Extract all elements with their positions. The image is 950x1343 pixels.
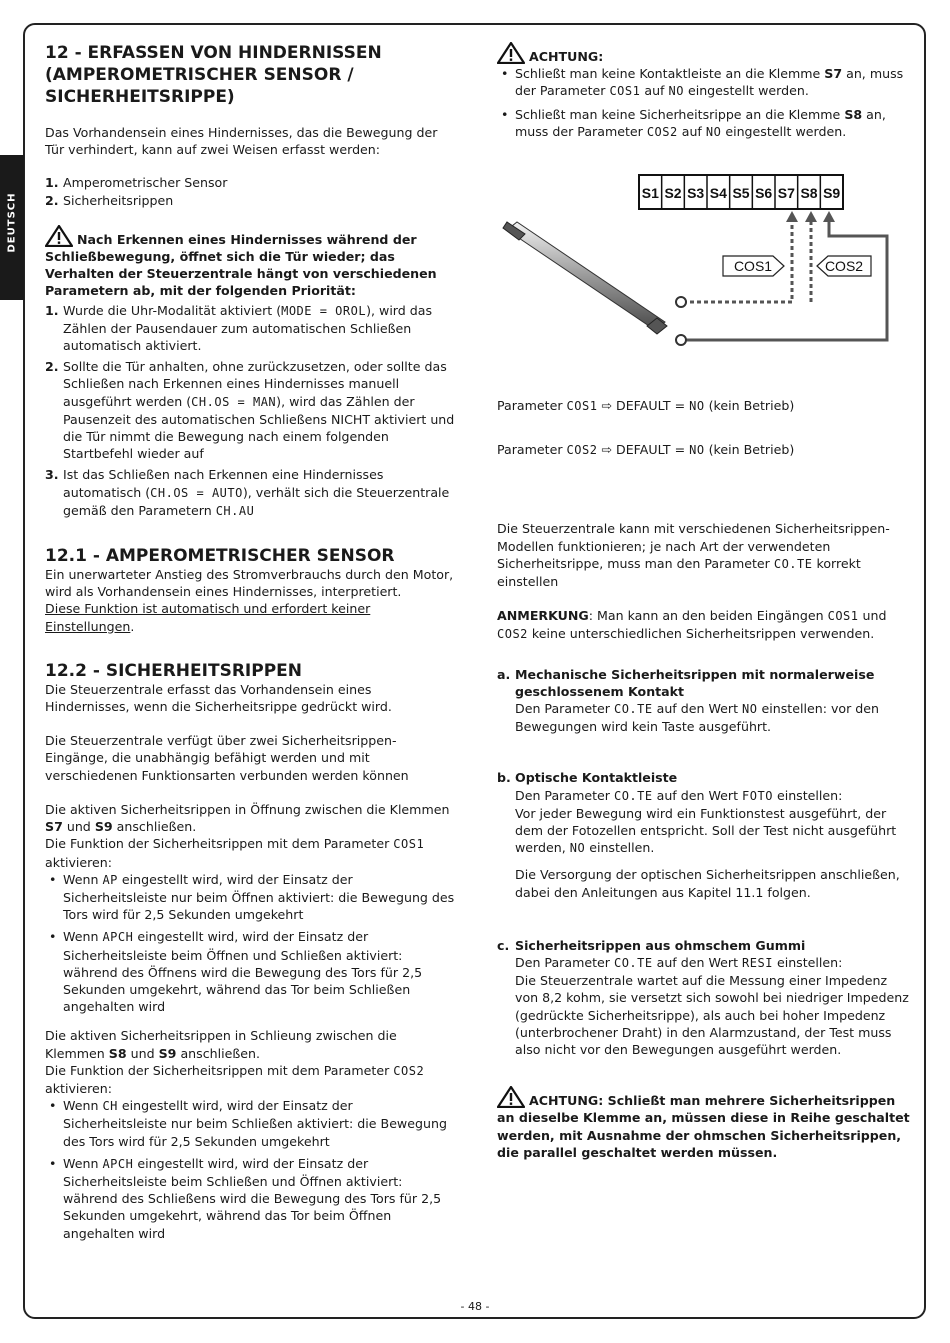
- section-12-2-title: 12.2 - SICHERHEITSRIPPEN: [45, 660, 302, 681]
- item-a: a. Mechanische Sicherheitsrippen mit normalerweise geschlossenem Kontakt Den Parameter CO.TE auf den Wert NO einstellen: vor den Bewegungen wird kein Taste ausgeführt.: [497, 666, 880, 735]
- wiring-diagram: [497, 168, 917, 353]
- section-12-2-p1: Die Steuerzentrale erfasst das Vorhandensein eines Hindernisses, wenn die Sicherheitsrippe gedrückt wird.: [45, 681, 392, 715]
- language-tab: [0, 155, 24, 300]
- safety-edge-illustration: [503, 222, 667, 334]
- svg-text:COS2: COS2: [824, 258, 864, 274]
- svg-text:S5: S5: [732, 185, 750, 201]
- list-item: • Schließt man keine Sicherheitsrippe an die Klemme S8 an, muss der Parameter COS2 auf NO eingestellt werden.: [497, 106, 909, 141]
- svg-text:S3: S3: [687, 185, 705, 201]
- cos2-label: [817, 256, 871, 276]
- param-cos2: Parameter COS2 ⇨ DEFAULT = NO (kein Betrieb): [497, 442, 795, 458]
- item-c-title: Sicherheitsrippen aus ohmschem Gummi: [515, 937, 806, 953]
- obstacle-warning: Nach Erkennen eines Hindernisses während der Schließbewegung, öffnet sich die Tür wieder; das Verhalten der Steuerzentrale hängt von verschiedenen Parametern ab, mit der folgenden Priorität:: [45, 225, 457, 300]
- right-column-lower: [497, 397, 912, 1161]
- terminal-s1: [642, 185, 659, 201]
- section-12-2-p2: Die Steuerzentrale verfügt über zwei Sicherheitsrippen-Eingänge, die unabhängig befähigt werden und mit verschiedenen Funktionsarten verbunden werden können: [45, 733, 409, 783]
- connector-terminal: [676, 335, 686, 345]
- list-item: 2. Sollte die Tür anhalten, ohne zurückzusetzen, oder sollte das Schließen nach Erkennen eines Hindernisses manuell ausgeführt werden (CH.OS = MAN), wird das Zählen der Pausenzeit des automatischen Schließens NICHT aktiviert und die Tür nimmt die Bewegung nach einem folgenden Startbefehl wieder auf: [45, 359, 455, 462]
- list-item: • Wenn CH eingestellt wird, wird der Einsatz der Sicherheitsleiste nur beim Schließen aktiviert: die Bewegung des Tors wird für 2,5 Sekunden umgekehrt: [45, 1097, 457, 1150]
- intro-text: Das Vorhandensein eines Hindernisses, das die Bewegung der Tür verhindert, kann auf zwei Weisen erfasst werden:: [45, 125, 438, 158]
- section-12-1-title: 12.1 - AMPEROMETRISCHER SENSOR: [45, 546, 395, 567]
- list-item: 1. Amperometrischer Sensor: [45, 175, 228, 191]
- item-b-supply: Die Versorgung der optischen Sicherheitsrippen anschließen, dabei den Anleitungen aus Kapitel 11.1 folgen.: [515, 867, 900, 900]
- list-item: • Schließt man keine Kontaktleiste an die Klemme S7 an, muss der Parameter COS1 auf NO eingestellt werden.: [497, 65, 909, 100]
- svg-text:S7: S7: [777, 185, 795, 201]
- closing-bullets: [45, 1097, 457, 1242]
- achtung-bullets: [497, 65, 909, 141]
- svg-text:S6: S6: [755, 185, 773, 201]
- achtung-heading: ACHTUNG:: [497, 42, 909, 65]
- right-column: [497, 42, 909, 146]
- list-item: • Wenn APCH eingestellt wird, wird der Einsatz der Sicherheitsleiste beim Öffnen und Schließen aktiviert: während des Öffnens wird die Bewegung des Tors für 2,5 Sekunden umgekehrt, während das Tor beim Schließen angehalten wird: [45, 928, 457, 1015]
- cos1-label: [723, 256, 784, 276]
- closing-edge-text: Die aktiven Sicherheitsrippen in Schlieung zwischen die Klemmen S8 und S9 anschließen. Die Funktion der Sicherheitsrippen mit dem Parameter COS2 aktivieren:: [45, 1028, 425, 1096]
- item-b-title: Optische Kontaktleiste: [515, 770, 678, 786]
- detection-list: [45, 174, 457, 208]
- svg-text:S1: S1: [641, 185, 659, 201]
- warning-icon: [497, 1086, 525, 1108]
- item-a-title: Mechanische Sicherheitsrippen mit normalerweise geschlossenem Kontakt: [515, 666, 875, 699]
- common-wire: [805, 211, 817, 302]
- note-text: ANMERKUNG: Man kann an den beiden Eingängen COS1 und COS2 keine unterschiedlichen Sicherheitsrippen verwenden.: [497, 608, 887, 642]
- list-item: • Wenn AP eingestellt wird, wird der Einsatz der Sicherheitsleiste nur beim Öffnen aktiviert: die Bewegung des Tors wird für 2,5 Sekunden umgekehrt: [45, 871, 457, 924]
- list-item: 3. Ist das Schließen nach Erkennen eine Hindernisses automatisch (CH.OS = AUTO), verhält sich die Steuerzentrale gemäß den Parametern CH.AU: [45, 467, 450, 518]
- svg-text:S4: S4: [709, 185, 727, 201]
- param-cos1: Parameter COS1 ⇨ DEFAULT = NO (kein Betrieb): [497, 398, 795, 413]
- section-12-1-text: Ein unerwarteter Anstieg des Stromverbrauchs durch den Motor, wird als Vorhandensein eines Hindernisses, interpretiert. Diese Funktion ist automatisch und erfordert keiner Einstellungen.: [45, 567, 454, 634]
- left-column: [45, 42, 457, 1247]
- section-12-title: 12 - ERFASSEN VON HINDERNISSEN (AMPEROMETRISCHER SENSOR / SICHERHEITSRIPPE): [45, 43, 382, 107]
- list-item: 2. Sicherheitsrippen: [45, 192, 174, 208]
- item-c: c. Sicherheitsrippen aus ohmschem Gummi Den Parameter CO.TE auf den Wert RESI einstellen: Die Steuerzentrale wartet auf die Messung einer Impedenz von 8,2 kohm, sie versetzt sich sowohl bei niedriger Impedenz (gedrückte Sicherheitsrippe), als auch bei hoher Impedenz (unterbrochener Draht) in den Alarmzustand, der Test muss also nicht vor den Bewegungen ausgeführt werden.: [497, 937, 909, 1058]
- svg-text:S8: S8: [800, 185, 818, 201]
- svg-text:S2: S2: [664, 185, 682, 201]
- list-item: 1. Wurde die Uhr-Modalität aktiviert (MODE = OROL), wird das Zählen der Pausendauer zum automatischen Schließen automatisch aktiviert.: [45, 302, 433, 354]
- arrow-right-icon: ⇨: [601, 398, 613, 413]
- priority-list: [45, 302, 457, 520]
- list-item: • Wenn APCH eingestellt wird, wird der Einsatz der Sicherheitsleiste beim Schließen und Öffnen aktiviert: während des Schließens wird die Bewegung des Tors für 2,5 Sekunden umgekehrt, während das Tor beim Öffnen angehalten wird: [45, 1155, 457, 1242]
- final-warning: ACHTUNG: Schließt man mehrere Sicherheitsrippen an dieselbe Klemme an, müssen diese in Reihe geschaltet werden, mit Ausnahme der ohmschen Sicherheitsrippen, die parallel geschaltet werden müssen.: [497, 1086, 912, 1161]
- item-b: b. Optische Kontaktleiste Den Parameter CO.TE auf den Wert FOTO einstellen: Vor jeder Bewegung wird ein Funktionstest ausgeführt, der dem der Fotozellen entspricht. Soll der Test nicht ausgeführt werden, NO einstellen. Die Versorgung der optischen Sicherheitsrippen anschließen, dabei den Anleitungen aus Kapitel 11.1 folgen.: [497, 769, 912, 900]
- page-number: - 48 -: [460, 1300, 490, 1313]
- arrow-right-icon: ⇨: [601, 442, 613, 458]
- connector-terminal: [676, 297, 686, 307]
- svg-text:S9: S9: [823, 185, 841, 201]
- opening-edge-text: Die aktiven Sicherheitsrippen in Öffnung zwischen die Klemmen S7 und S9 anschließen. Die Funktion der Sicherheitsrippen mit dem Parameter COS1 aktivieren:: [45, 801, 450, 870]
- opening-bullets: [45, 871, 457, 1016]
- warning-icon: [497, 42, 525, 64]
- svg-text:COS1: COS1: [733, 258, 773, 274]
- models-text: Die Steuerzentrale kann mit verschiedenen Sicherheitsrippen-Modellen funktionieren; je nach Art der verwendeten Sicherheitsrippe, muss man den Parameter CO.TE korrekt einstellen: [497, 521, 890, 590]
- language-tab-label: DEUTSCH: [6, 192, 18, 253]
- warning-icon: [45, 225, 73, 247]
